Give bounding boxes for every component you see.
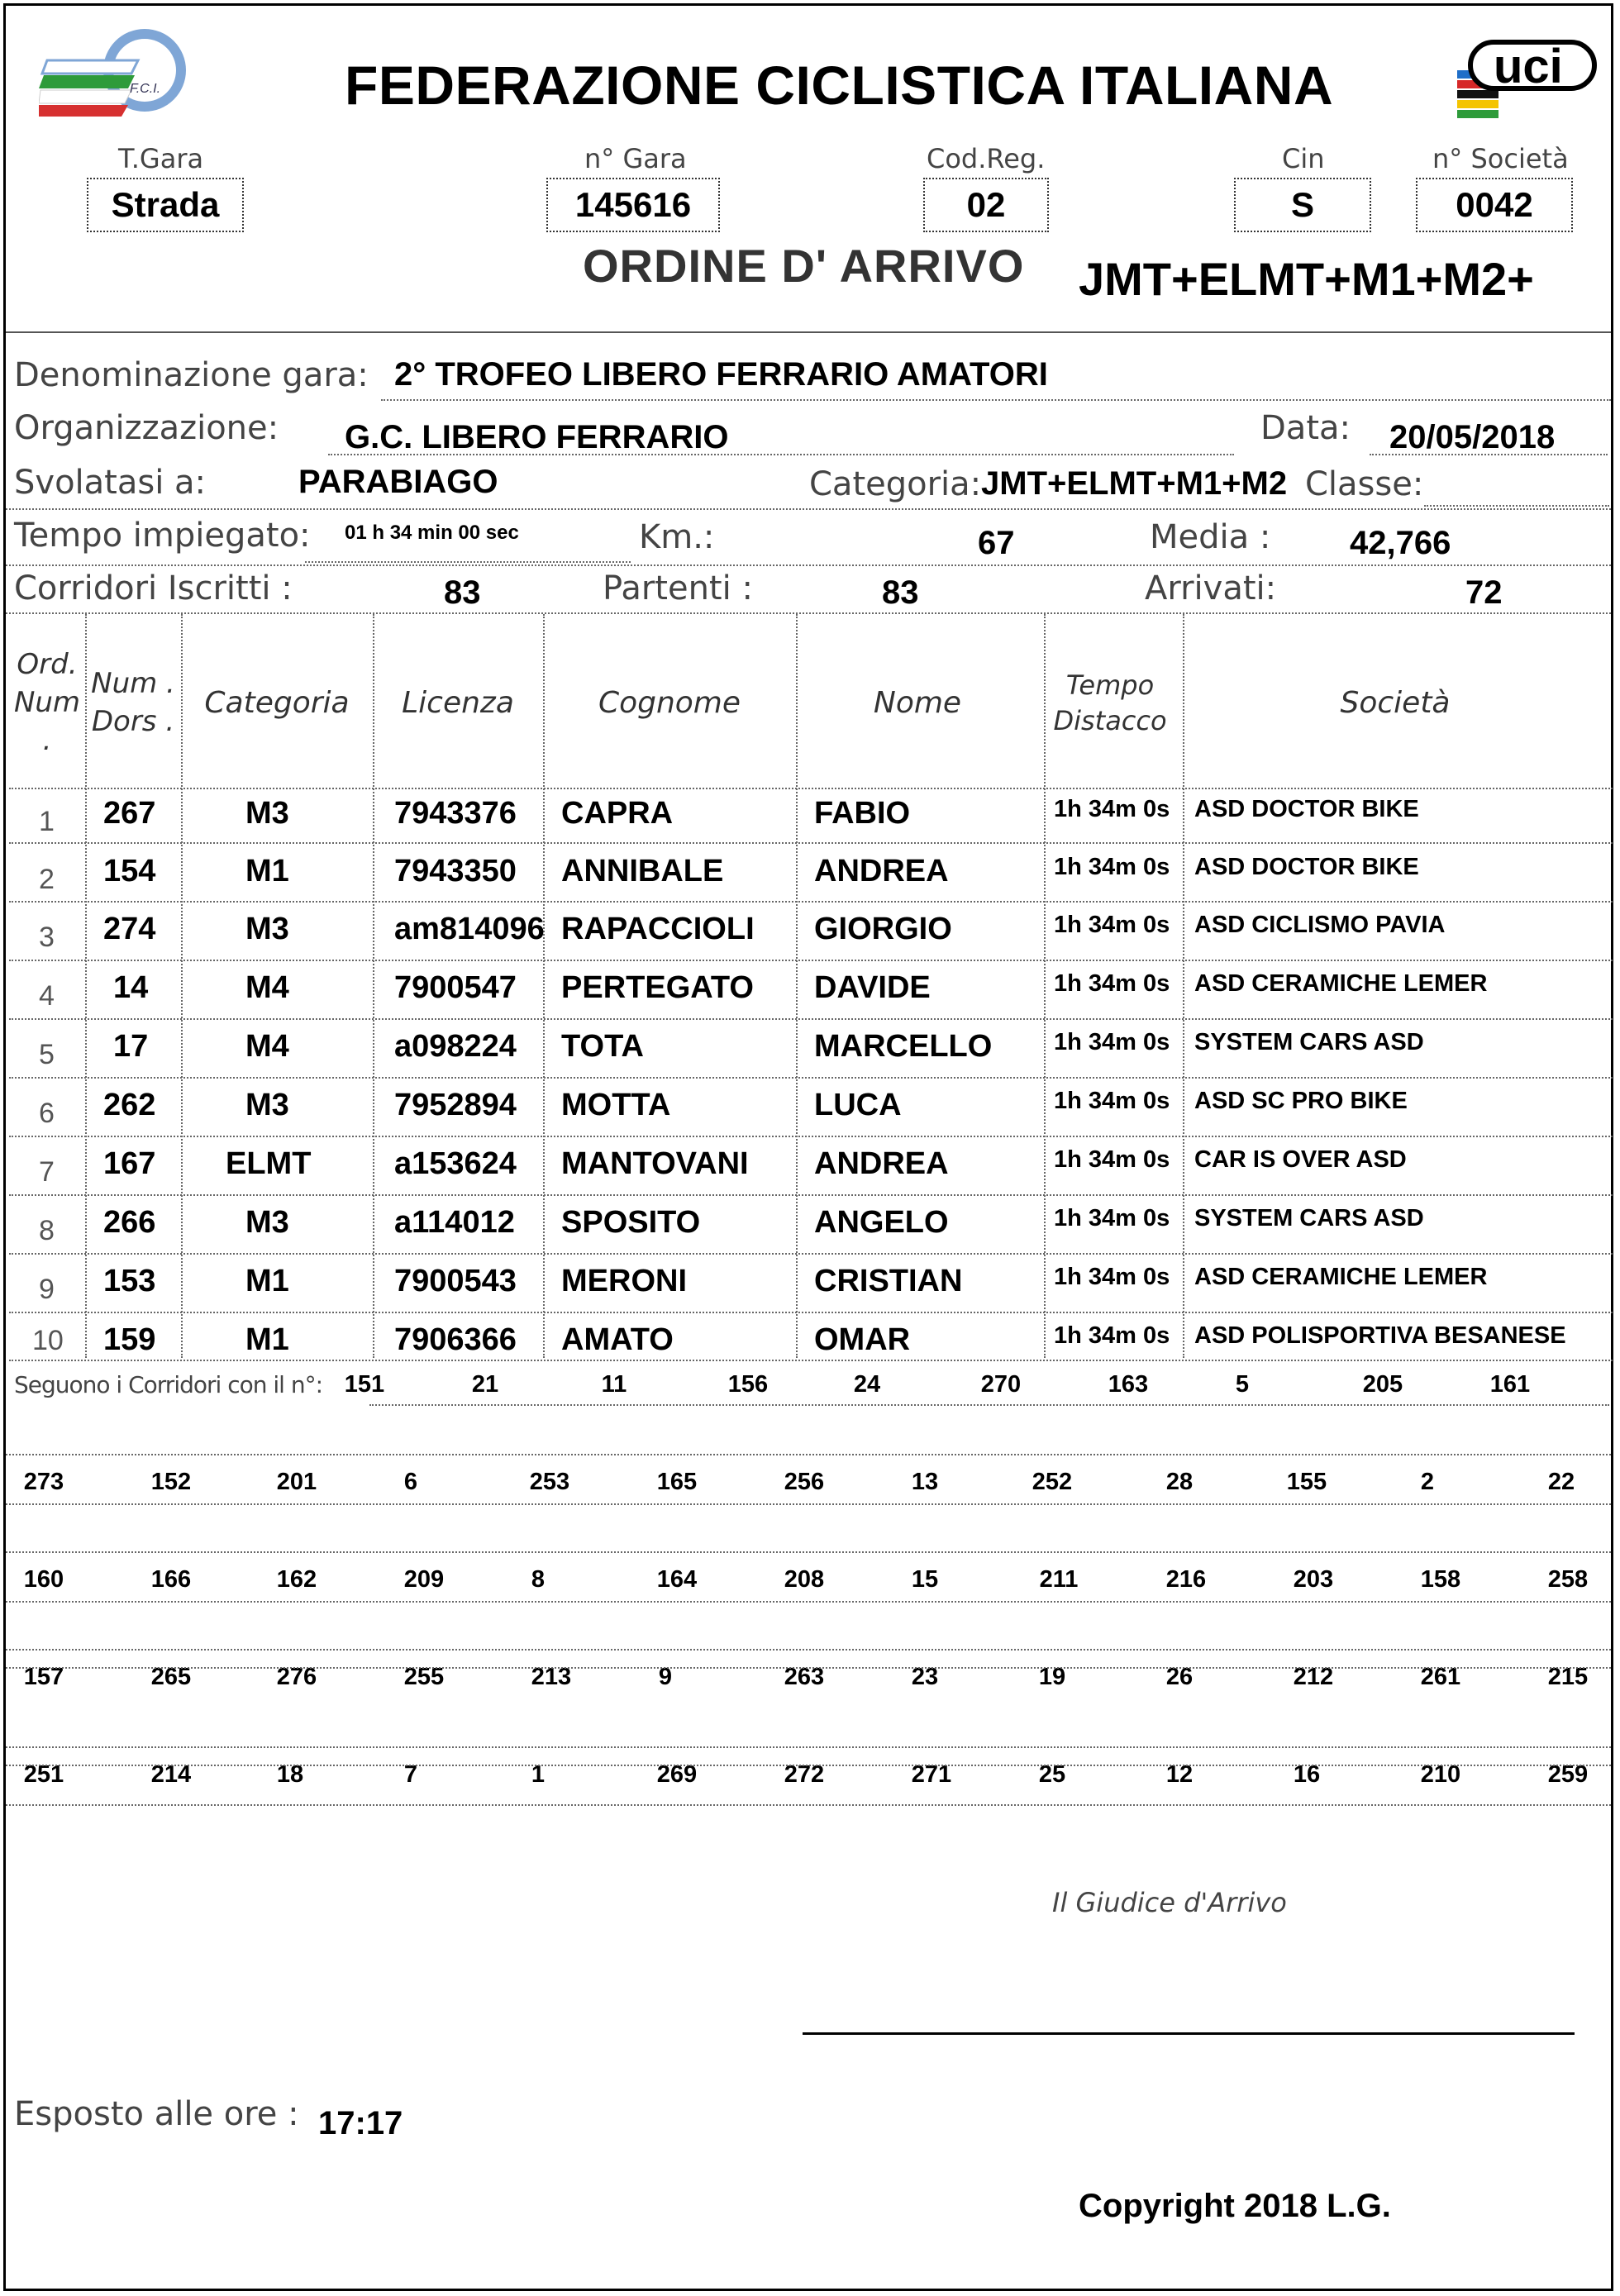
result-cat: M3 xyxy=(245,912,289,946)
finished-count: 72 xyxy=(1465,574,1503,611)
uci-logo xyxy=(1454,26,1603,125)
result-nome: ANGELO xyxy=(814,1205,949,1240)
following-num: 158 xyxy=(1420,1566,1461,1593)
label-num-gara: n° Gara xyxy=(584,143,687,174)
fci-logo-icon xyxy=(39,27,204,118)
place-line xyxy=(6,508,1611,510)
result-nome: GIORGIO xyxy=(814,912,952,946)
result-ord: 1 xyxy=(39,806,55,837)
result-licenza: a153624 xyxy=(394,1146,517,1181)
following-num: 201 xyxy=(276,1469,317,1495)
race-category: JMT+ELMT+M1+M2 xyxy=(981,465,1288,502)
following-num: 209 xyxy=(403,1566,445,1593)
following-num: 216 xyxy=(1165,1566,1207,1593)
result-nome: ANDREA xyxy=(814,1146,949,1181)
following-num: 151 xyxy=(344,1371,385,1398)
grid-line xyxy=(6,1746,1611,1748)
col-sep xyxy=(1044,614,1046,1358)
fci-logo xyxy=(39,27,204,118)
result-row-line xyxy=(9,960,1613,961)
result-cognome: MOTTA xyxy=(561,1088,671,1122)
result-cognome: SPOSITO xyxy=(561,1205,701,1240)
result-tempo: 1h 34m 0s xyxy=(1054,1205,1170,1231)
class-line xyxy=(1424,505,1609,507)
grid-line xyxy=(6,1667,1611,1669)
result-cat: M1 xyxy=(245,1322,289,1357)
result-tempo: 1h 34m 0s xyxy=(1054,970,1170,997)
field-cin: S xyxy=(1234,178,1371,232)
result-licenza: a114012 xyxy=(394,1205,515,1240)
following-num: 258 xyxy=(1547,1566,1589,1593)
following-num: 9 xyxy=(658,1664,673,1690)
result-societa: SYSTEM CARS ASD xyxy=(1194,1029,1424,1055)
uci-logo-text: uci xyxy=(1494,40,1563,93)
label-num-societa: n° Società xyxy=(1432,143,1569,174)
following-num: 203 xyxy=(1293,1566,1334,1593)
result-nome: MARCELLO xyxy=(814,1029,993,1064)
result-cognome: TOTA xyxy=(561,1029,644,1064)
grid-line xyxy=(6,1503,1611,1505)
doc-title: ORDINE D' ARRIVO xyxy=(583,240,1025,292)
result-ord: 8 xyxy=(39,1215,55,1246)
result-cat: M1 xyxy=(245,1264,289,1298)
result-cat: M1 xyxy=(245,854,289,888)
following-num: 271 xyxy=(911,1761,952,1788)
following-num: 24 xyxy=(853,1371,881,1398)
km-line xyxy=(6,564,1611,566)
result-ord: 10 xyxy=(32,1325,64,1356)
result-row-line xyxy=(9,1253,1613,1255)
result-tempo: 1h 34m 0s xyxy=(1054,1322,1170,1349)
count-line xyxy=(6,612,1611,614)
col-sep xyxy=(796,614,798,1358)
grid-line xyxy=(6,1601,1611,1603)
following-num: 22 xyxy=(1547,1469,1575,1495)
result-licenza: 7900547 xyxy=(394,970,517,1005)
following-num: 212 xyxy=(1293,1664,1334,1690)
result-societa: ASD DOCTOR BIKE xyxy=(1194,854,1419,880)
following-num: 156 xyxy=(727,1371,769,1398)
result-tempo: 1h 34m 0s xyxy=(1054,912,1170,938)
race-average: 42,766 xyxy=(1350,525,1451,561)
label-tipo-gara: T.Gara xyxy=(118,143,204,174)
label-cin: Cin xyxy=(1282,143,1325,174)
following-num: 18 xyxy=(276,1761,304,1788)
label-svolatasi: Svolatasi a: xyxy=(14,464,207,502)
following-num: 8 xyxy=(531,1566,546,1593)
col-sep xyxy=(1183,614,1184,1358)
following-num: 166 xyxy=(150,1566,192,1593)
result-societa: SYSTEM CARS ASD xyxy=(1194,1205,1424,1231)
col-header-tempo: Tempo Distacco xyxy=(1053,669,1167,736)
col-header-nome: Nome xyxy=(873,685,962,720)
result-cat: M4 xyxy=(245,970,289,1005)
following-num: 163 xyxy=(1108,1371,1149,1398)
judge-label: Il Giudice d'Arrivo xyxy=(1052,1887,1287,1918)
page-title: FEDERAZIONE CICLISTICA ITALIANA xyxy=(345,55,1334,116)
following-num: 214 xyxy=(150,1761,192,1788)
result-row-line xyxy=(9,1077,1613,1079)
following-num: 2 xyxy=(1420,1469,1435,1495)
header-divider xyxy=(6,331,1611,333)
result-cat: M3 xyxy=(245,1088,289,1122)
following-num: 161 xyxy=(1489,1371,1531,1398)
col-header-licenza: Licenza xyxy=(402,685,514,720)
following-num: 5 xyxy=(1235,1371,1250,1398)
following-num: 272 xyxy=(784,1761,825,1788)
result-societa: ASD CICLISMO PAVIA xyxy=(1194,912,1446,938)
grid-line xyxy=(6,1649,1611,1651)
following-num: 276 xyxy=(276,1664,317,1690)
race-km: 67 xyxy=(978,525,1015,561)
following-num: 265 xyxy=(150,1664,192,1690)
race-name: 2° TROFEO LIBERO FERRARIO AMATORI xyxy=(394,356,1048,393)
result-dors: 167 xyxy=(103,1146,156,1181)
label-data: Data: xyxy=(1260,409,1351,447)
result-cognome: MERONI xyxy=(561,1264,687,1298)
following-num: 269 xyxy=(656,1761,698,1788)
result-licenza: 7900543 xyxy=(394,1264,517,1298)
following-num: 252 xyxy=(1032,1469,1073,1495)
following-num: 1 xyxy=(531,1761,546,1788)
date-line xyxy=(1370,454,1608,455)
following-num: 270 xyxy=(980,1371,1022,1398)
following-num: 26 xyxy=(1165,1664,1194,1690)
field-cod-reg: 02 xyxy=(923,178,1049,232)
result-licenza: am814096 xyxy=(394,912,545,946)
result-ord: 9 xyxy=(39,1274,55,1305)
time-line xyxy=(305,561,631,563)
label-race-name: Denominazione gara: xyxy=(14,356,369,394)
field-num-gara: 145616 xyxy=(546,178,720,232)
following-num: 255 xyxy=(403,1664,445,1690)
following-num: 157 xyxy=(23,1664,64,1690)
following-line xyxy=(369,1404,1609,1406)
col-sep xyxy=(543,614,545,1358)
results-sheet xyxy=(3,3,1613,2291)
col-header-categoria: Categoria xyxy=(204,685,350,720)
result-cat: M3 xyxy=(245,1205,289,1240)
following-num: 210 xyxy=(1420,1761,1461,1788)
following-num: 261 xyxy=(1420,1664,1461,1690)
following-num: 16 xyxy=(1293,1761,1321,1788)
race-name-line xyxy=(381,399,1611,401)
following-num: 21 xyxy=(471,1371,499,1398)
grid-line xyxy=(6,1551,1611,1553)
following-num: 263 xyxy=(784,1664,825,1690)
following-num: 13 xyxy=(911,1469,939,1495)
result-ord: 2 xyxy=(39,864,55,895)
label-media: Media : xyxy=(1150,518,1271,556)
following-num: 7 xyxy=(403,1761,418,1788)
result-tempo: 1h 34m 0s xyxy=(1054,1029,1170,1055)
col-header-societa: Società xyxy=(1340,685,1451,720)
result-licenza: a098224 xyxy=(394,1029,517,1064)
result-cognome: PERTEGATO xyxy=(561,970,754,1005)
result-ord: 5 xyxy=(39,1039,55,1070)
result-nome: DAVIDE xyxy=(814,970,931,1005)
field-num-societa: 0042 xyxy=(1416,178,1573,232)
exposed-time: 17:17 xyxy=(318,2105,403,2141)
result-ord: 4 xyxy=(39,980,55,1012)
following-num: 213 xyxy=(531,1664,572,1690)
following-num: 164 xyxy=(656,1566,698,1593)
result-cognome: MANTOVANI xyxy=(561,1146,749,1181)
following-num: 23 xyxy=(911,1664,939,1690)
result-dors: 154 xyxy=(103,854,156,888)
judge-signature-line xyxy=(803,2032,1575,2035)
label-classe: Classe: xyxy=(1305,465,1424,503)
exposed-label: Esposto alle ore : xyxy=(14,2095,299,2133)
result-cognome: CAPRA xyxy=(561,796,674,831)
header-row-line xyxy=(9,788,1613,789)
result-nome: LUCA xyxy=(814,1088,902,1122)
result-row-line xyxy=(9,842,1613,844)
result-row-line xyxy=(9,1018,1613,1020)
organizzazione: G.C. LIBERO FERRARIO xyxy=(345,419,729,455)
result-dors: 14 xyxy=(113,970,149,1005)
result-licenza: 7943350 xyxy=(394,854,517,888)
following-num: 25 xyxy=(1038,1761,1066,1788)
fci-logo-text: F.C.I. xyxy=(130,82,161,96)
result-dors: 17 xyxy=(113,1029,149,1064)
result-societa: ASD CERAMICHE LEMER xyxy=(1194,970,1488,997)
following-num: 208 xyxy=(784,1566,825,1593)
result-tempo: 1h 34m 0s xyxy=(1054,796,1170,822)
result-societa: ASD DOCTOR BIKE xyxy=(1194,796,1419,822)
result-nome: FABIO xyxy=(814,796,911,831)
following-num: 12 xyxy=(1165,1761,1194,1788)
col-header-cognome: Cognome xyxy=(598,685,741,720)
copyright: Copyright 2018 L.G. xyxy=(1079,2188,1391,2224)
following-line xyxy=(6,1454,1611,1455)
result-row-line xyxy=(9,1136,1613,1137)
following-num: 28 xyxy=(1165,1469,1194,1495)
result-tempo: 1h 34m 0s xyxy=(1054,854,1170,880)
result-cat: M4 xyxy=(245,1029,289,1064)
label-partenti: Partenti : xyxy=(603,569,753,607)
result-dors: 159 xyxy=(103,1322,156,1357)
following-num: 155 xyxy=(1286,1469,1327,1495)
following-num: 162 xyxy=(276,1566,317,1593)
result-nome: OMAR xyxy=(814,1322,911,1357)
result-societa: CAR IS OVER ASD xyxy=(1194,1146,1407,1173)
result-dors: 266 xyxy=(103,1205,156,1240)
categories-header: JMT+ELMT+M1+M2+ xyxy=(1079,253,1534,305)
result-ord: 3 xyxy=(39,922,55,953)
result-licenza: 7906366 xyxy=(394,1322,517,1357)
grid-line xyxy=(6,1804,1611,1806)
result-dors: 267 xyxy=(103,796,156,831)
result-cognome: RAPACCIOLI xyxy=(561,912,755,946)
result-nome: ANDREA xyxy=(814,854,949,888)
following-num: 259 xyxy=(1547,1761,1589,1788)
following-num: 211 xyxy=(1039,1566,1079,1593)
result-dors: 153 xyxy=(103,1264,156,1298)
result-row-line xyxy=(9,1360,1613,1361)
result-row-line xyxy=(9,901,1613,903)
result-societa: ASD CERAMICHE LEMER xyxy=(1194,1264,1488,1290)
following-num: 253 xyxy=(529,1469,570,1495)
result-ord: 6 xyxy=(39,1098,55,1129)
following-num: 256 xyxy=(784,1469,825,1495)
following-num: 165 xyxy=(656,1469,698,1495)
result-tempo: 1h 34m 0s xyxy=(1054,1088,1170,1114)
following-num: 273 xyxy=(23,1469,64,1495)
grid-line xyxy=(6,1765,1611,1766)
col-header-dors: Num . Dors . xyxy=(91,667,175,738)
label-km: Km.: xyxy=(639,518,715,556)
result-societa: ASD SC PRO BIKE xyxy=(1194,1088,1408,1114)
result-societa: ASD POLISPORTIVA BESANESE xyxy=(1194,1322,1566,1349)
registered-count: 83 xyxy=(444,574,481,611)
following-num: 6 xyxy=(403,1469,418,1495)
col-sep xyxy=(373,614,374,1358)
result-cat: M3 xyxy=(245,796,289,831)
field-tipo-gara: Strada xyxy=(87,178,244,232)
race-place: PARABIAGO xyxy=(298,464,498,500)
result-dors: 274 xyxy=(103,912,156,946)
result-licenza: 7943376 xyxy=(394,796,517,831)
col-sep xyxy=(181,614,183,1358)
following-num: 160 xyxy=(23,1566,64,1593)
result-ord: 7 xyxy=(39,1156,55,1188)
org-line xyxy=(328,454,1234,455)
following-num: 215 xyxy=(1547,1664,1589,1690)
following-num: 15 xyxy=(911,1566,939,1593)
following-num: 205 xyxy=(1362,1371,1403,1398)
following-label: Seguono i Corridori con il n°: xyxy=(14,1371,323,1398)
race-time: 01 h 34 min 00 sec xyxy=(345,522,519,544)
result-cognome: ANNIBALE xyxy=(561,854,724,888)
col-header-ord: Ord. Num . xyxy=(13,648,81,757)
result-row-line xyxy=(9,1312,1613,1313)
race-date: 20/05/2018 xyxy=(1389,419,1556,455)
result-nome: CRISTIAN xyxy=(814,1264,963,1298)
result-licenza: 7952894 xyxy=(394,1088,517,1122)
result-tempo: 1h 34m 0s xyxy=(1054,1264,1170,1290)
label-categoria: Categoria: xyxy=(809,465,982,503)
label-tempo-impiegato: Tempo impiegato: xyxy=(14,517,311,555)
result-dors: 262 xyxy=(103,1088,156,1122)
label-cod-reg: Cod.Reg. xyxy=(927,143,1046,174)
col-sep xyxy=(85,614,87,1358)
result-tempo: 1h 34m 0s xyxy=(1054,1146,1170,1173)
following-num: 251 xyxy=(23,1761,64,1788)
result-cat: ELMT xyxy=(226,1146,312,1181)
result-cognome: AMATO xyxy=(561,1322,674,1357)
starters-count: 83 xyxy=(882,574,919,611)
result-row-line xyxy=(9,1194,1613,1196)
following-num: 11 xyxy=(601,1371,627,1398)
label-arrivati: Arrivati: xyxy=(1145,569,1277,607)
label-organizzazione: Organizzazione: xyxy=(14,409,279,447)
following-num: 19 xyxy=(1038,1664,1066,1690)
label-iscritti: Corridori Iscritti : xyxy=(14,569,293,607)
following-num: 152 xyxy=(150,1469,192,1495)
